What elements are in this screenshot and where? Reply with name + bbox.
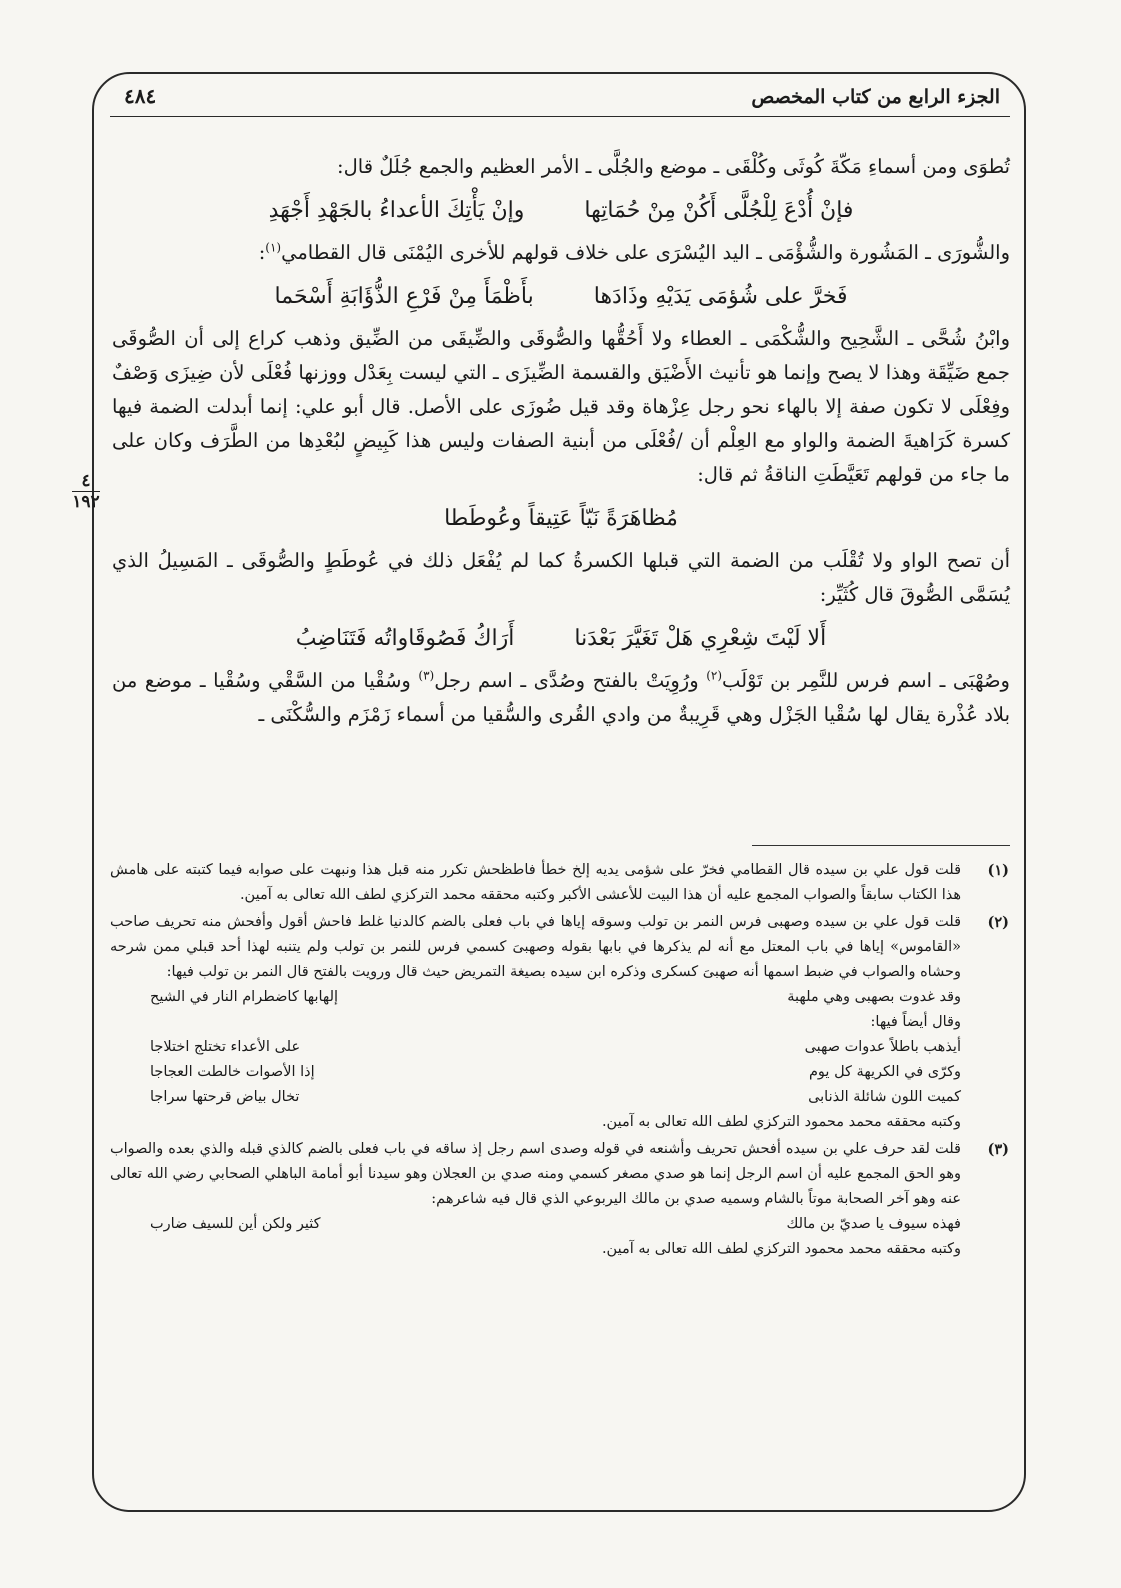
verse-1 [112,194,1010,228]
footnote-text: قلت قول علي بن سيده وصهبى فرس النمر بن تولب وسوقه إياها في باب فعلى بالضم كالدنيا غلط فاحش أقول وأفحش منه تحريف صاحب «القاموس» إياها في باب المعتل مع أنه لم يذكرها في بابها بقوله وصهبىَ كسمي فرس للنمر بن تولب ولم يتنبه لهذا أحد قبلي ممن شرحه وحشاه والصواب في ضبط اسمها أنه صهبىَ كسكرى وذكره ابن سيده بصيغة التمريض حيث قال ورويت بالفتح قال النمر بن تولب فيها: [110,914,961,980]
footnote-separator [752,845,1010,846]
page-number: ٤٨٤ [124,84,157,108]
footnote-verse: وكرّى في الكريهة كل يوم إذا الأصوات خالطت العجاجا [150,1064,961,1080]
verse-2 [112,280,1010,314]
paragraph-3: وابْنُ شُحَّى ـ الشَّحِيح والشُّكْمَى ـ العطاء ولا أَحُقُّها والصُّوقَى والضِّيقَى من الضِّيق وذهب كراع إلى أن الصُّوقَى جمع ضَيِّقَة وهذا لا يصح وإنما هو تأنيث الأَضْيَق والقسمة الضِّيزَى ـ التي ليست بِعَدْل ووزنها فُعْلَى لأن ضِيزَى وَصْفٌ وفِعْلَى لا تكون صفة إلا بالهاء نحو رجل عِزْهاة وقد قيل ضُوزَى على الأصل. قال أبو علي: إنما أبدلت الضمة فيها كسرة كَرَاهيةَ الضمة والواو مع العِلْم أن /فُعْلَى من أبنية الصفات وليس هذا كَبِيضٍ لبُعْدِها من الطَّرَف وكان على ما جاء من قولهم تَعَيَّطَتِ الناقةُ ثم قال: [112,327,1010,486]
footnote-number: (١) [987,862,1009,879]
paragraph-1: تُطوَى ومن أسماءِ مَكّةَ كُوثَى وكُلْقَى ـ موضع والجُلَّى ـ الأمر العظيم والجمع جُلَلٌ قال: [337,155,1010,178]
verse-1-hemistich-b: وإنْ يَأْتِكَ الأعداءُ بالجَهْدِ أَجْهَدِ [268,198,525,223]
verse-4-hemistich-b: أَرَاكُ فَصُوقَاواتُه فَتَنَاضِبُ [295,626,515,651]
main-text [112,150,1010,732]
footnote-1 [110,858,1015,908]
verse-3-text: مُظاهَرَةً نَيّاً عَتِيقاً وعُوطَطا [444,506,678,531]
footnote-ref-3[interactable]: (٣) [418,668,435,683]
book-title: الجزء الرابع من كتاب المخصص [751,86,1000,108]
verse-2-hemistich-b: بأَظْمَأَ مِنْ فَرْعِ الذُّؤَابَةِ أَسْحَما [274,284,534,309]
verse-4-hemistich-a: أَلا لَيْتَ شِعْرِي هَلْ تَغَيَّرَ بَعْدَنا [574,626,827,651]
footnote-signature: وكتبه محققه محمد محمود التركزي لطف الله تعالى به آمين. [601,1114,961,1130]
footnote-ref-2[interactable]: (٢) [706,668,723,683]
paragraph-5: وصُهْبَى ـ اسم فرس للنَّمِر بن تَوْلَب$^{(٢)}$ ورُوِيَتْ بالفتح وصُدَّى ـ اسم رجل$^{(٣)}$ وسُقْيا من السَّقْي وسُقْيا ـ موضع من بلاد عُذْرة يقال لها سُقْيا الجَزْل وهي قَرِيبةٌ من وادي القُرى والسُّقيا من أسماء زَمْزَم والسُّكْنَى ـ [112,668,1010,726]
paragraph-2: والشُّورَى ـ المَشُورة والشُّؤْمَى ـ اليد اليُسْرَى على خلاف قولهم للأخرى اليُمْنَى قال القطامي$^{(١)}$: [258,240,1010,264]
footnote-verse: فهذه سيوف يا صديّ بن مالك كثير ولكن أين للسيف ضارب [150,1216,961,1232]
paragraph-4: أن تصح الواو ولا تُقْلَب من الضمة التي قبلها الكسرةُ كما لم يُفْعَل ذلك في عُوطَطٍ والصُّوقَى ـ المَسِيلُ الذي يُسَمَّى الصُّوقَ قال كُثَيِّر: [112,549,1010,606]
footnotes [110,858,1015,1264]
footnote-verse: أيذهب باطلاً عدوات صهبى على الأعداء تختلج اختلاجا [150,1039,961,1055]
margin-ref-page: ١٩٢ [72,492,100,512]
margin-ref-volume: ٤ [81,471,91,491]
footnote-text: قلت قول علي بن سيده قال القطامي فخرّ على شؤمى يديه إلخ خطأ فاطظحش تكرر منه قبل هذا ونبهت على صوابه فيما كتبته على هامش هذا الكتاب سابقاً والصواب المجمع عليه أن هذا البيت للأعشى الأكبر وكتبه محققه محمد التركزي لطف الله تعالى به آمين. [110,862,961,903]
footnote-2 [110,910,1015,1135]
footnote-ref-1[interactable]: (١) [265,240,282,255]
footnote-verse: كميت اللون شائلة الذنابى تخال بياض قرحتها سراجا [150,1089,961,1105]
footnote-text: وقال أيضاً فيها: [870,1014,961,1030]
footnote-3 [110,1137,1015,1262]
running-header [110,80,1010,117]
footnote-signature: وكتبه محققه محمد محمود التركزي لطف الله تعالى به آمين. [601,1241,961,1257]
footnote-number: (٢) [987,914,1009,931]
footnote-number: (٣) [987,1141,1009,1158]
verse-4 [112,622,1010,656]
footnote-text: قلت لقد حرف علي بن سيده أفحش تحريف وأشنعه في قوله وصدى اسم رجل إذ ساقه في باب فعلى بالضم كالذي قبله والذي بعده والصواب وهو الحق المجمع عليه أن اسم الرجل إنما هو صدي مصغر كسمي ومنه صدي بن العجلان وهو سيدنا أبو أمامة الباهلي الصحابي رضي الله تعالى عنه وهو آخر الصحابة موتاً بالشام وسميه صدي بن مالك اليربوعي الذي قال فيه شاعرهم: [110,1141,961,1207]
verse-3 [112,502,1010,536]
footnote-verse: وقد غدوت بصهبى وهي ملهبة إلهابها كاضطرام النار في الشيح [150,989,961,1005]
verse-2-hemistich-a: فَخرَّ على شُؤمَى يَدَيْهِ وذَادَها [593,284,848,309]
verse-1-hemistich-a: فإنْ أُدْعَ لِلْجُلَّى أَكُنْ مِنْ حُمَاتِها [584,198,854,223]
margin-page-reference [68,472,104,511]
